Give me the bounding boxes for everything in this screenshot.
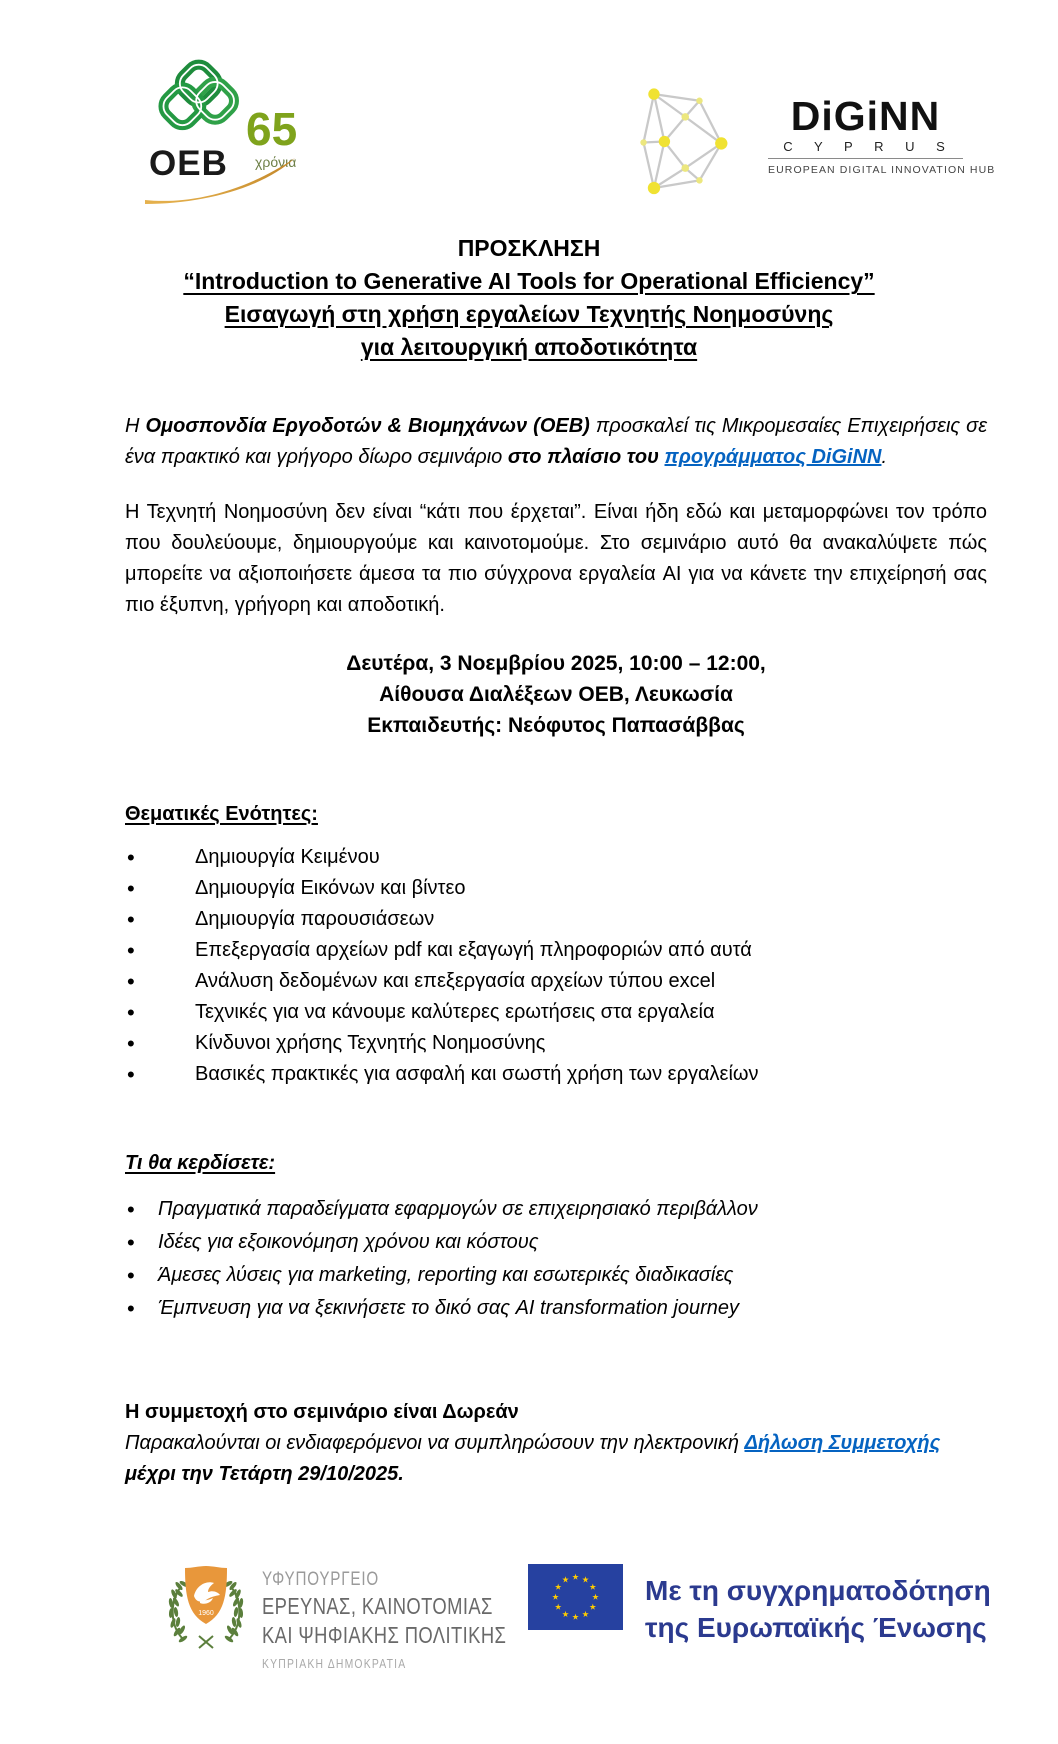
intro-suffix: . xyxy=(881,446,888,468)
diginn-logo xyxy=(620,78,996,206)
topic-item: • Τεχνικές για να κάνουμε καλύτερες ερωτήσεις στα εργαλεία xyxy=(125,997,987,1028)
ministry-line1: ΥΦΥΠΟΥΡΓΕΙΟ xyxy=(262,1569,380,1590)
oeb-wordmark: OEB xyxy=(149,144,228,183)
header xyxy=(0,0,1058,212)
topic-item: • Κίνδυνοι χρήσης Τεχνητής Νοημοσύνης xyxy=(125,1028,987,1059)
topics-heading: Θεματικές Ενότητες: xyxy=(125,803,318,825)
topic-item: • Βασικές πρακτικές για ασφαλή και σωστή χρήση των εργαλείων xyxy=(125,1059,987,1090)
benefit-item: • Άμεσες λύσεις για marketing, reporting και εσωτερικές διαδικασίες xyxy=(125,1259,987,1292)
title-greek-line2: για λειτουργική αποδοτικότητα xyxy=(360,334,698,360)
event-venue: Αίθουσα Διαλέξεων ΟΕΒ, Λευκωσία xyxy=(379,683,733,706)
eu-flag-icon xyxy=(528,1564,623,1630)
page-title: ΠΡΟΣΚΛΗΣΗ xyxy=(457,235,601,261)
oeb-65-years: 65 xyxy=(246,103,298,155)
deadline-line: μέχρι την Τετάρτη 29/10/2025. xyxy=(125,1463,404,1485)
event-date-time: Δευτέρα, 3 Νοεμβρίου 2025, 10:00 – 12:00, xyxy=(346,652,766,675)
closing-block xyxy=(125,1397,987,1490)
footer xyxy=(0,1554,1058,1744)
event-trainer: Εκπαιδευτής: Νεόφυτος Παπασάββας xyxy=(367,714,745,737)
title-english: “Introduction to Generative AI Tools for Operational Efficiency” xyxy=(183,268,875,294)
diginn-region-label: C Y P R U S xyxy=(783,139,954,154)
intro-framework: στο πλαίσιο του xyxy=(507,446,665,468)
topic-item: • Δημιουργία παρουσιάσεων xyxy=(125,904,987,935)
diginn-wordmark: DiGiNN xyxy=(790,93,941,139)
title-greek-line1: Εισαγωγή στη χρήση εργαλείων Τεχνητής Νοημοσύνης xyxy=(224,301,834,327)
oeb-swoosh-icon xyxy=(143,154,303,206)
topic-item: • Ανάλυση δεδομένων και επεξεργασία αρχείων τύπου excel xyxy=(125,966,987,997)
oeb-logo xyxy=(143,58,308,208)
ministry-text-block xyxy=(262,1568,506,1671)
registration-prefix: Παρακαλούνται οι ενδιαφερόμενοι να συμπληρώσουν την ηλεκτρονική xyxy=(125,1432,745,1454)
ministry-line2: ΕΡΕΥΝΑΣ, ΚΑΙΝΟΤΟΜΙΑΣ xyxy=(262,1593,493,1619)
cyprus-coat-of-arms-icon xyxy=(156,1562,256,1657)
intro-org-name: Ομοσπονδία Εργοδοτών & Βιομηχάνων (ΟΕΒ) xyxy=(145,415,590,437)
topics-list xyxy=(125,842,987,1090)
ministry-line3: ΚΑΙ ΨΗΦΙΑΚΗΣ ΠΟΛΙΤΙΚΗΣ xyxy=(262,1622,507,1648)
benefits-heading: Τι θα κερδίσετε: xyxy=(125,1152,276,1174)
oeb-years-label: χρόνια xyxy=(255,154,297,170)
benefit-item: • Έμπνευση για να ξεκινήσετε το δικό σας AI transformation journey xyxy=(125,1292,987,1325)
diginn-text-block xyxy=(768,93,996,176)
event-details xyxy=(125,648,987,741)
diginn-program-link[interactable]: προγράμματος DiGiNN xyxy=(664,446,882,468)
topic-item: • Δημιουργία Εικόνων και βίντεο xyxy=(125,873,987,904)
benefit-item: • Πραγματικά παραδείγματα εφαρμογών σε επιχειρησιακό περιβάλλον xyxy=(125,1193,987,1226)
body-paragraph: Η Τεχνητή Νοημοσύνη δεν είναι “κάτι που έρχεται”. Είναι ήδη εδώ και μεταμορφώνει τον τρόπο που δουλεύουμε, δημιουργούμε και καινοτομούμε. Στο σεμινάριο αυτό θα ανακαλύψετε πώς μπορείτε να αξιοποιήσετε άμεσα τα πιο σύγχρονα εργαλεία AI για να κάνετε την επιχείρησή σας πιο έξυπνη, γρήγορη και αποδοτική. xyxy=(125,501,987,616)
topic-item: • Δημιουργία Κειμένου xyxy=(125,842,987,873)
eu-cofunding-line1: Με τη συγχρηματοδότηση xyxy=(645,1575,991,1606)
intro-paragraph xyxy=(125,411,987,473)
ministry-line4: ΚΥΠΡΙΑΚΗ ΔΗΜΟΚΡΑΤΙΑ xyxy=(262,1656,407,1671)
registration-line xyxy=(125,1428,987,1459)
diginn-divider xyxy=(768,158,963,159)
topic-item: • Επεξεργασία αρχείων pdf και εξαγωγή πληροφοριών από αυτά xyxy=(125,935,987,966)
intro-prefix: Η xyxy=(125,415,146,437)
document-body xyxy=(125,411,987,1490)
intro-middle: προσκαλεί τις Μικρομεσαίες Επιχειρήσεις σε ένα πρακτικό και γρήγορο δίωρο σεμινάριο xyxy=(125,415,988,468)
eu-cofunding-text xyxy=(645,1572,991,1646)
benefits-list xyxy=(125,1193,987,1325)
oeb-chain-icon xyxy=(151,58,251,150)
shield-year: 1960 xyxy=(198,1610,214,1617)
diginn-tagline: EUROPEAN DIGITAL INNOVATION HUB xyxy=(768,164,996,176)
free-participation-line: Η συμμετοχή στο σεμινάριο είναι Δωρεάν xyxy=(125,1401,519,1423)
benefit-item: • Ιδέες για εξοικονόμηση χρόνου και κόστους xyxy=(125,1226,987,1259)
diginn-network-icon xyxy=(620,78,760,206)
eu-cofunding-line2: της Ευρωπαϊκής Ένωσης xyxy=(645,1612,987,1643)
registration-link[interactable]: Δήλωση Συμμετοχής xyxy=(744,1432,941,1454)
title-block xyxy=(0,232,1058,364)
